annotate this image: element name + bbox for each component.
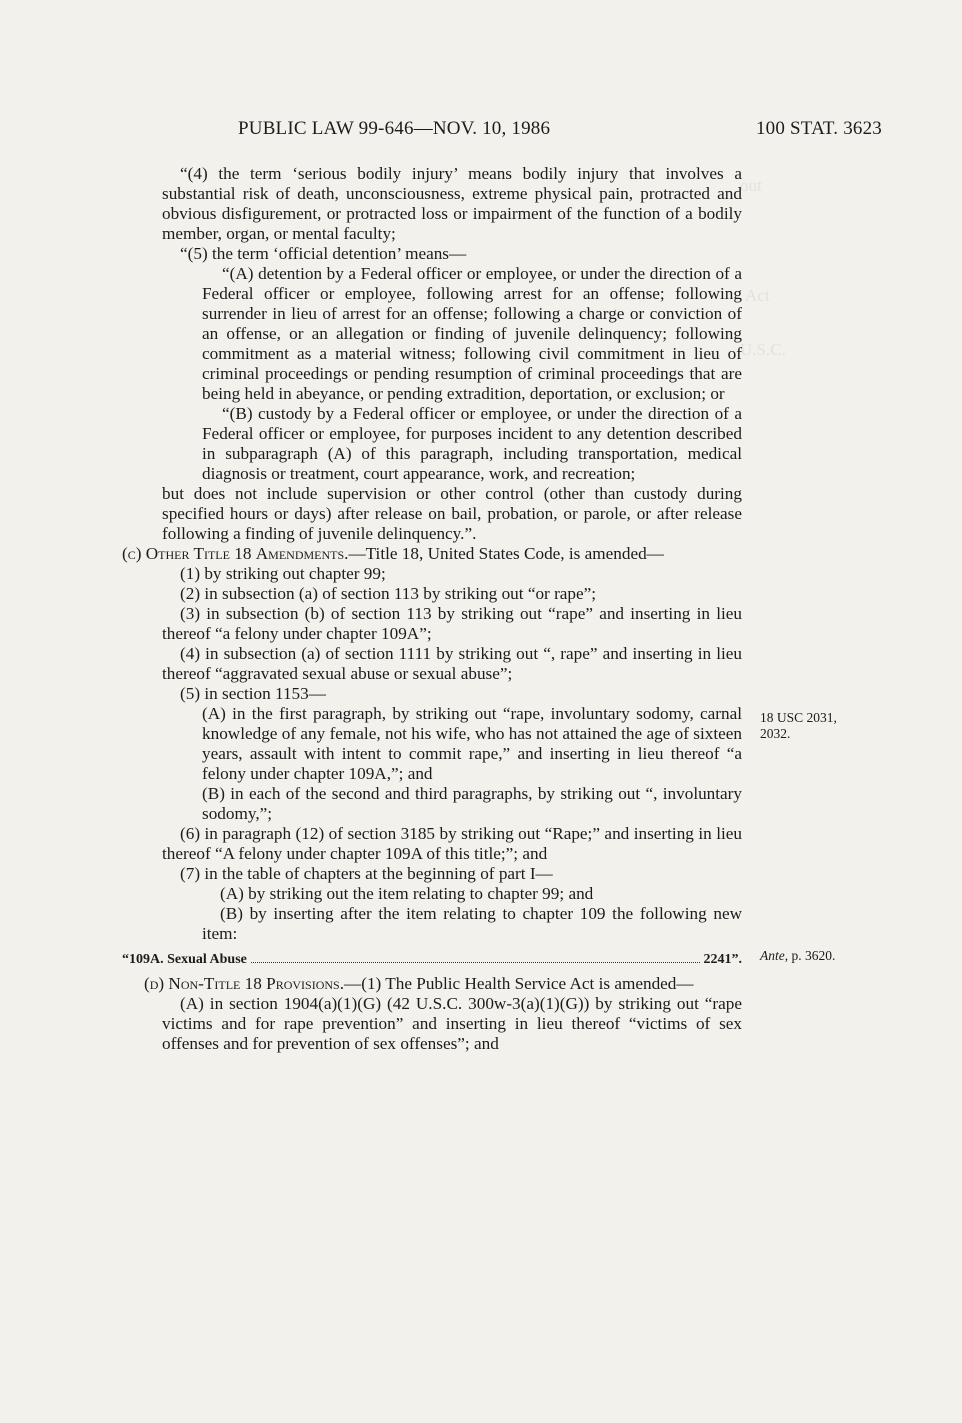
item-c3: (3) in subsection (b) of section 113 by striking out “rape” and inserting in lieu thereof “a felony under chapter 109A”; <box>162 604 742 643</box>
item-c7-B: (B) by inserting after the item relating to chapter 109 the following new item: <box>202 904 742 943</box>
bleed-through: out <box>740 176 762 195</box>
header-stat-page: 100 STAT. 3623 <box>755 118 882 139</box>
bleed-through: Act <box>745 286 770 305</box>
section-d-label: (d) Non-Title <box>144 974 241 993</box>
item-c2: (2) in subsection (a) of section 113 by striking out “or rape”; <box>180 584 597 603</box>
item-c7-A: (A) by striking out the item relating to chapter 99; and <box>220 884 594 903</box>
margin-note-ante-italic: Ante, <box>760 948 789 963</box>
item-c5: (5) in section 1153— <box>180 684 326 703</box>
para-5: “(5) the term ‘official detention’ means— <box>180 244 467 263</box>
section-c-label: (c) Other Title <box>122 544 230 563</box>
margin-note-ante <box>760 948 835 964</box>
item-c5-B: (B) in each of the second and third paragraphs, by striking out “, involuntary sodomy,”; <box>202 784 742 823</box>
toc-leader-dots <box>251 962 700 963</box>
section-d-label2: Provisions <box>266 974 340 993</box>
section-c-number: 18 <box>229 544 256 563</box>
toc-item-title: “109A. Sexual Abuse <box>122 952 247 967</box>
item-d-A: (A) in section 1904(a)(1)(G) (42 U.S.C. 300w-3(a)(1)(G)) by striking out “rape victims and for rape prevention” and inserting in lieu thereof “victims of sex offenses and for prevention of sex offenses”; and <box>162 994 742 1053</box>
section-d-text: .—(1) The Public Health Service Act is amended— <box>339 974 694 993</box>
item-c4: (4) in subsection (a) of section 1111 by striking out “, rape” and inserting in lieu thereof “aggravated sexual abuse or sexual abuse”; <box>162 644 742 683</box>
para-4: “(4) the term ‘serious bodily injury’ means bodily injury that involves a substantial risk of death, unconsciousness, extreme physical pain, protracted and obvious disfigurement, or protracted loss or impairment of the function of a bodily member, organ, or mental faculty; <box>162 164 742 243</box>
item-c5-A: (A) in the first paragraph, by striking out “rape, involuntary sodomy, carnal knowledge of any female, not his wife, who has not attained the age of sixteen years, assault with intent to commit rape,” and inserting in lieu thereof “a felony under chapter 109A,”; and <box>202 704 742 783</box>
section-c-text: .—Title 18, United States Code, is amended— <box>344 544 664 563</box>
table-of-chapters-entry <box>122 950 742 970</box>
item-c7: (7) in the table of chapters at the beginning of part I— <box>180 864 553 883</box>
section-d-heading <box>122 974 742 994</box>
document-body <box>122 164 742 1054</box>
bleed-through: U.S.C. <box>740 340 786 359</box>
margin-note-usc-line1: 18 USC 2031, <box>760 710 837 725</box>
section-c-heading <box>122 544 742 564</box>
para-5-A: “(A) detention by a Federal officer or employee, or under the direction of a Federal officer or employee, following arrest for an offense; following surrender in lieu of arrest for an offense; following a charge or conviction of an offense, or an allegation or finding of juvenile delinquency; following commitment as a material witness; following civil commitment in lieu of criminal proceedings or pending resumption of criminal proceedings that are being held in abeyance, or pending extradition, deportation, or exclusion; or <box>202 264 742 403</box>
margin-note-usc <box>760 710 837 742</box>
section-c-label2: Amendments <box>255 544 345 563</box>
item-c1: (1) by striking out chapter 99; <box>180 564 386 583</box>
margin-note-usc-line2: 2032. <box>760 726 791 741</box>
item-c6: (6) in paragraph (12) of section 3185 by striking out “Rape;” and inserting in lieu thereof “A felony under chapter 109A of this title;”; and <box>162 824 742 863</box>
section-d-number: 18 <box>240 974 267 993</box>
toc-item-page: 2241”. <box>703 952 742 967</box>
para-5-tail: but does not include supervision or other control (other than custody during specified hours or days) after release on bail, probation, or parole, or after release following a finding of juvenile delinquency.”. <box>162 484 742 543</box>
para-5-B: “(B) custody by a Federal officer or employee, or under the direction of a Federal officer or employee, for purposes incident to any detention described in subparagraph (A) of this paragraph, including transportation, medical diagnosis or treatment, court appearance, work, and recreation; <box>202 404 742 483</box>
margin-note-ante-page: p. 3620. <box>788 948 836 963</box>
header-title: PUBLIC LAW 99-646—NOV. 10, 1986 <box>238 118 551 139</box>
